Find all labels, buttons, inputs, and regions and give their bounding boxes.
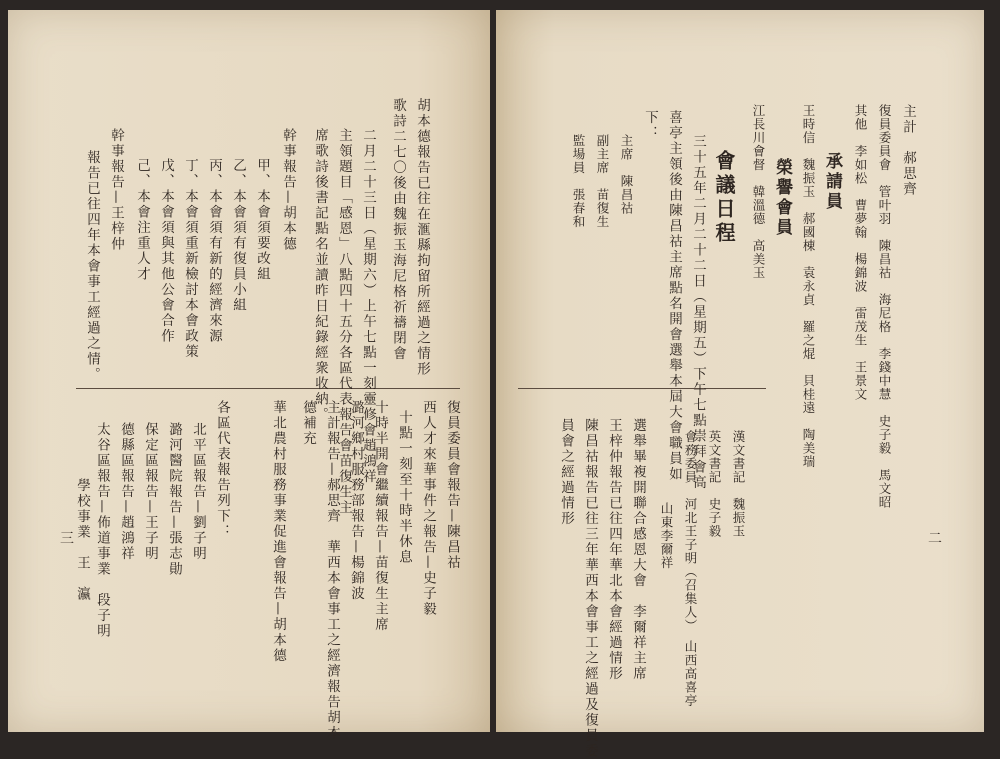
left-bottom-col-7: 學校事業 王 瀛 bbox=[74, 478, 90, 602]
right-bottom-r-col-7: 陳昌祜報告已往三年華西本會事工之經過及復員委 bbox=[582, 418, 598, 759]
right-page bbox=[496, 10, 984, 759]
mid-bottom-col-1: 復員委員會報告—陳昌祜 bbox=[444, 400, 460, 571]
right-top-col-12: 主席 陳昌祜 bbox=[619, 134, 634, 215]
right-bottom-r-col-6: 王梓仲報告已往四年華北本會經過情形 bbox=[606, 418, 622, 682]
left-bottom-col-1: 各區代表報告列下： bbox=[214, 400, 230, 540]
right-top-col-13: 副主席 苗復生 bbox=[595, 134, 610, 229]
right-top-col-10: 喜亭主領後由陳昌祜主席點名開會選舉本屆大會職員如 bbox=[666, 110, 682, 482]
right-bottom-r-col-4: 山東李爾祥 bbox=[659, 502, 674, 570]
left-bottom-col-4: 保定區報告—王子明 bbox=[142, 422, 158, 562]
left-top-col-8: 乙、本會須有復員小組 bbox=[230, 158, 246, 313]
mid-bottom-col-3: 十點一刻至十時半休息 bbox=[396, 410, 412, 565]
right-top-col-5: 王時信 魏振玉 郝國棟 袁永貞 羅之焜 貝桂遠 陶美瑞 bbox=[801, 104, 816, 469]
left-divider bbox=[76, 388, 460, 389]
right-top-col-2: 復員委員會 管叶羽 陳昌祜 海尼格 李錢中慧 史子毅 馬文昭 bbox=[877, 104, 892, 509]
right-top-col-7: 江長川會督 韓溫德 高美玉 bbox=[751, 104, 766, 280]
right-top-col-1: 主計 郝思齊 bbox=[900, 104, 916, 197]
left-top-col-12: 己、本會注重人才 bbox=[134, 158, 150, 282]
right-divider bbox=[518, 388, 766, 389]
right-page-number: 二 bbox=[928, 531, 942, 547]
left-bottom-col-5: 德縣區報告—趙鴻祥 bbox=[118, 422, 134, 562]
right-top-col-11: 下： bbox=[642, 110, 658, 141]
right-bottom-r-col-3: 會務委員 河北王子明（召集人） 山西高喜亭 bbox=[683, 430, 698, 708]
mid-bottom-col-8: 華北農村服務事業促進會報告—胡本德 bbox=[270, 400, 286, 664]
right-bottom-r-col-1: 漢文書記 魏振玉 bbox=[731, 430, 746, 538]
right-heading-honorary: 榮譽會員 bbox=[772, 158, 792, 238]
left-top-col-2: 歌詩二七〇後由魏振玉海尼格祈禱閉會 bbox=[390, 98, 406, 362]
right-top-col-3: 其他 李如松 曹夢翰 楊錦波 雷茂生 王景文 bbox=[853, 104, 868, 401]
right-top-col-14: 監場員 張春和 bbox=[571, 134, 586, 229]
left-bottom-col-6: 太谷區報告—佈道事業 段子明 bbox=[94, 422, 110, 639]
right-bottom-r-col-5: 選舉畢複開聯合感恩大會 李爾祥主席 bbox=[630, 418, 646, 682]
mid-bottom-col-5: 潞河鄉村服務部報告—楊錦波 bbox=[348, 400, 364, 602]
left-top-col-1: 胡本德報告已往在滙縣拘留所經過之情形 bbox=[414, 98, 430, 377]
left-top-col-6: 幹事報告—胡本德 bbox=[280, 128, 296, 252]
left-top-col-11: 戊、本會須與其他公會合作 bbox=[158, 158, 174, 344]
left-bottom-col-3: 潞河醫院報告—張志勛 bbox=[166, 422, 182, 577]
right-bottom-r-col-2: 英文書記 史子毅 bbox=[707, 430, 722, 538]
left-top-col-7: 甲、本會須要改組 bbox=[254, 158, 270, 282]
mid-bottom-col-7: 德補充 bbox=[300, 400, 316, 447]
left-top-col-13: 幹事報告—王梓仲 bbox=[108, 128, 124, 252]
right-title-agenda: 會議日程 bbox=[712, 150, 736, 246]
left-top-col-4: 主領題目「感恩」八點四十五分各區代表報告會苗復生主 bbox=[336, 128, 352, 516]
right-top-col-9: 三十五年二月二十二日（星期五）下午七點崇拜會高 bbox=[690, 134, 706, 491]
left-top-col-10: 丁、本會須重新檢討本會政策 bbox=[182, 158, 198, 360]
mid-bottom-col-4: 十時半開會繼續報告—苗復生主席 bbox=[372, 400, 388, 633]
left-top-col-9: 丙、本會須有新的經濟來源 bbox=[206, 158, 222, 344]
right-heading-chengqing: 承請員 bbox=[822, 152, 842, 212]
left-top-col-14: 報告已往四年本會事工經過之情。 bbox=[84, 150, 100, 383]
left-page bbox=[8, 10, 490, 732]
left-bottom-col-2: 北平區報告—劉子明 bbox=[190, 422, 206, 562]
mid-bottom-col-2: 西人才來華事件之報告—史子毅 bbox=[420, 400, 436, 617]
left-page-number: 三 bbox=[60, 531, 74, 547]
right-bottom-r-col-8: 員會之經過情形 bbox=[558, 418, 574, 527]
left-top-col-3: 二月二十三日（星期六）上午七點一刻靈修會趙鴻祥 bbox=[360, 128, 376, 485]
left-top-col-5: 席歌詩後書記點名並讀昨日紀錄經衆收納。 bbox=[312, 128, 328, 423]
mid-bottom-col-6: 主計報告—郝思齊 華西本會事工之經濟報告胡本 bbox=[324, 400, 340, 741]
